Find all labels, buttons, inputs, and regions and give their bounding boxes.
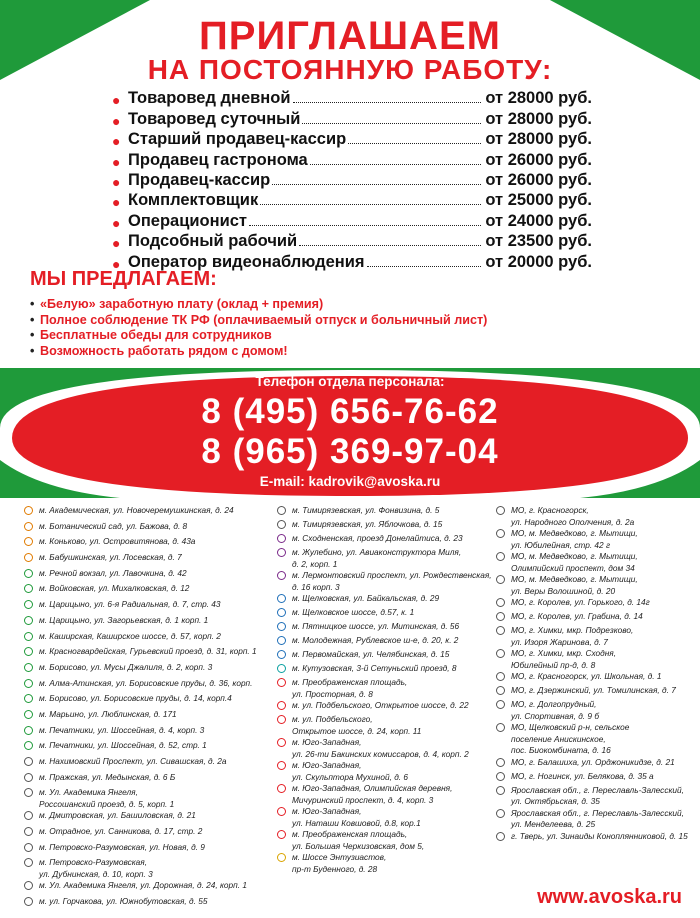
store-address [496, 722, 696, 757]
store-address-text: МО, г. Ногинск, ул. Белякова, д. 35 а [511, 770, 654, 781]
circle-bullet-icon [24, 694, 33, 703]
circle-bullet-icon [277, 622, 286, 631]
bullet-icon: ● [112, 92, 121, 109]
circle-bullet-icon [24, 741, 33, 750]
store-address [496, 699, 696, 722]
website-link[interactable]: www.avoska.ru [537, 886, 682, 908]
offers-heading: МЫ ПРЕДЛАГАЕМ: [30, 268, 217, 290]
circle-bullet-icon [496, 723, 505, 732]
store-address-text: МО, г. Химки, мкр. Подрезково, ул. Изоря Жариновa, д. 7 [511, 625, 634, 647]
bullet-icon: ● [112, 153, 121, 170]
store-address-text: м. Коньково, ул. Островитянова, д. 43а [39, 536, 196, 547]
store-list-column-1 [24, 505, 274, 912]
store-address [277, 505, 492, 519]
store-address [496, 648, 696, 671]
job-salary: от 28000 руб. [485, 130, 592, 149]
store-address-text: м. Отрадное, ул. Санникова, д. 17, стр. 2 [39, 826, 203, 837]
store-address [24, 842, 274, 858]
job-salary: от 20000 руб. [485, 252, 592, 271]
store-address-text: м. Преображенская площадь, ул. Просторная, д. 8 [292, 677, 408, 699]
offers-list [30, 297, 487, 359]
store-address-text: м. Молодежная, Рублевское ш-е, д. 20, к. 2 [292, 635, 459, 645]
store-address [24, 583, 274, 599]
circle-bullet-icon [24, 710, 33, 719]
store-address-text: м. Пражская, ул. Медынская, д. 6 Б [39, 771, 176, 782]
circle-bullet-icon [24, 616, 33, 625]
bullet-icon: ● [112, 112, 121, 129]
store-address [24, 896, 274, 912]
store-address-text: г. Тверь, ул. Зинаиды Коноплянниковой, д. 15 [511, 830, 688, 841]
store-address [24, 662, 274, 678]
store-address [277, 621, 492, 635]
store-address [24, 599, 274, 615]
circle-bullet-icon [24, 726, 33, 735]
store-address [277, 829, 492, 852]
offer-text: Бесплатные обеды для сотрудников [40, 328, 272, 342]
store-address [24, 568, 274, 584]
circle-bullet-icon [277, 548, 286, 557]
store-address-text: м. ул. Горчакова, ул. Южнобутовская, д. 55 [39, 896, 208, 907]
store-address [496, 808, 696, 831]
store-address-text: Ярославская обл., г. Переславль-Залесский, ул. Октябрьская, д. 35 [511, 784, 684, 806]
job-title: Продавец гастронома [128, 150, 308, 169]
store-address [277, 677, 492, 700]
store-list-column-2 [277, 505, 492, 875]
store-address-text: м. Шоссе Энтузиастов, пр-т Буденного, д. 28 [292, 852, 387, 874]
dotted-leader [367, 266, 482, 267]
dotted-leader [272, 184, 481, 185]
store-address [24, 678, 274, 694]
store-address [496, 611, 696, 625]
dotted-leader [260, 204, 481, 205]
store-list-column-3 [496, 505, 696, 845]
store-address-text: МО, г. Дзержинский, ул. Томилинская, д. 7 [511, 685, 676, 695]
store-address [277, 783, 492, 806]
circle-bullet-icon [24, 757, 33, 766]
circle-bullet-icon [24, 522, 33, 531]
store-address [24, 810, 274, 826]
circle-bullet-icon [24, 584, 33, 593]
store-address [496, 574, 696, 597]
offer-item [30, 328, 487, 344]
store-address-text: м. Печатники, ул. Шоссейная, д. 4, корп. 3 [39, 724, 205, 735]
store-address-text: м. Бабушкинская, ул. Лосевская, д. 7 [39, 552, 182, 563]
circle-bullet-icon [496, 552, 505, 561]
circle-bullet-icon [277, 664, 286, 673]
page-title: ПРИГЛАШАЕМ [199, 14, 501, 58]
store-address [277, 737, 492, 760]
offer-item [30, 344, 487, 360]
bullet-icon: • [30, 343, 35, 358]
store-address-text: м. Преображенская площадь, ул. Большая Черкизовская, дом 5, [292, 829, 425, 851]
store-address [24, 693, 274, 709]
circle-bullet-icon [496, 649, 505, 658]
circle-bullet-icon [24, 553, 33, 562]
store-address-text: м. Юго-Западная, ул. Наташи Ковшовой, д.8, кор.1 [292, 806, 421, 828]
store-address [277, 519, 492, 533]
dotted-leader [249, 225, 481, 226]
store-address-text: Ярославская обл., г. Переславль-Залесский, ул. Менделеева, д. 25 [511, 807, 684, 829]
store-address [496, 505, 696, 528]
store-address-text: м. Борисово, ул. Мусы Джалиля, д. 2, корп. 3 [39, 661, 213, 672]
job-salary: от 24000 руб. [485, 211, 592, 230]
bullet-icon: ● [112, 255, 121, 272]
circle-bullet-icon [496, 626, 505, 635]
store-address-text: м. Каширская, Каширское шоссе, д. 57, корп. 2 [39, 630, 221, 641]
circle-bullet-icon [24, 679, 33, 688]
circle-bullet-icon [24, 858, 33, 867]
store-address-text: м. Юго-Западная, ул. 26-ти Бакинских комиссаров, д. 4, корп. 2 [292, 737, 469, 759]
job-title: Подсобный рабочий [128, 232, 298, 251]
job-salary: от 25000 руб. [485, 191, 592, 210]
store-address-text: м. Сходненская, проезд Донелайтиса, д. 23 [292, 533, 463, 543]
store-address-text: МО, г. Королев, ул. Горького, д. 14г [511, 597, 650, 607]
circle-bullet-icon [24, 827, 33, 836]
job-row [112, 149, 592, 169]
circle-bullet-icon [24, 632, 33, 641]
store-address-text: м. ул. Подбельского, Открытое шоссе, д. 24, корп. 11 [292, 714, 422, 736]
store-address [277, 635, 492, 649]
store-address-text: м. Ул. Академика Янгеля, Россошанский проезд, д. 5, корп. 1 [39, 787, 175, 809]
offer-item [30, 313, 487, 329]
bullet-icon: ● [112, 133, 121, 150]
circle-bullet-icon [24, 663, 33, 672]
store-address-text: м. Щелковское шоссе, д.57, к. 1 [292, 607, 415, 617]
store-address [24, 725, 274, 741]
job-row [112, 108, 592, 128]
store-address [496, 771, 696, 785]
store-address-text: м. Речной вокзал, ул. Лавочкина, д. 42 [39, 567, 187, 578]
circle-bullet-icon [496, 809, 505, 818]
circle-bullet-icon [24, 881, 33, 890]
store-address [277, 570, 492, 593]
job-salary: от 26000 руб. [485, 170, 592, 189]
store-address-text: м. Царицыно, ул. Загорьевская, д. 1 корп. 1 [39, 614, 209, 625]
circle-bullet-icon [277, 761, 286, 770]
job-title: Операционист [128, 211, 247, 230]
job-row [112, 88, 592, 108]
dotted-leader [293, 102, 482, 103]
phone-number-2[interactable]: 8 (965) 369-97-04 [201, 432, 499, 471]
job-row [112, 190, 592, 210]
store-address-text: м. Пятницкое шоссе, ул. Митинская, д. 56 [292, 621, 460, 631]
circle-bullet-icon [277, 520, 286, 529]
bullet-icon: • [30, 312, 35, 327]
store-address-text: м. Царицыно, ул. 6-я Радиальная, д. 7, стр. 43 [39, 599, 221, 610]
bullet-icon: ● [112, 214, 121, 231]
store-address [24, 521, 274, 537]
dotted-leader [302, 123, 481, 124]
store-address-text: м. Первомайская, ул. Челябинская, д. 15 [292, 649, 450, 659]
circle-bullet-icon [277, 738, 286, 747]
store-address-text: МО, г. Долгопрудный, ул. Спортивная, д. 9 б [511, 699, 599, 721]
store-address [496, 551, 696, 574]
store-address-text: м. Марьино, ул. Люблинская, д. 171 [39, 708, 177, 719]
bullet-icon: ● [112, 194, 121, 211]
job-title: Комплектовщик [128, 191, 259, 210]
job-row [112, 129, 592, 149]
store-address [24, 857, 274, 880]
dotted-leader [348, 143, 481, 144]
offer-text: Возможность работать рядом с домом! [40, 343, 288, 358]
circle-bullet-icon [496, 758, 505, 767]
job-salary: от 23500 руб. [485, 232, 592, 251]
store-address-text: м. Алма-Атинская, ул. Борисовские пруды, д. 36, корп. [39, 677, 253, 688]
store-address [277, 593, 492, 607]
store-address [24, 646, 274, 662]
contact-block [0, 368, 700, 498]
store-address [277, 649, 492, 663]
store-address [277, 806, 492, 829]
store-address-text: м. Петровско-Разумовская, ул. Дубнинская, д. 10, корп. 3 [39, 857, 153, 879]
phone-number-1[interactable]: 8 (495) 656-76-62 [201, 392, 499, 431]
store-address-text: м. Кутузовская, 3-й Сетуньский проезд, 8 [292, 663, 457, 673]
circle-bullet-icon [24, 773, 33, 782]
store-address-text: МО, г. Химки, мкр. Сходня, Юбилейный пр-д, д. 8 [511, 648, 617, 670]
store-address-text: м. Тимирязевская, ул. Яблочкова, д. 15 [292, 519, 443, 529]
job-salary: от 28000 руб. [485, 89, 592, 108]
store-address-text: м. Юго-Западная, Олимпийская деревня, Мичуринский проспект, д. 4, корп. 3 [292, 783, 453, 805]
store-address [496, 671, 696, 685]
store-address-text: МО, г. Балашиха, ул. Орджоникидзе, д. 21 [511, 756, 675, 767]
store-address-text: м. Петровско-Разумовская, ул. Новая, д. 9 [39, 841, 205, 852]
bullet-icon: ● [112, 235, 121, 252]
store-address-text: МО, м. Медведково, г. Мытищи, ул. Веры Волошиной, д. 20 [511, 574, 638, 596]
bullet-icon: ● [112, 173, 121, 190]
store-address [277, 547, 492, 570]
circle-bullet-icon [496, 700, 505, 709]
circle-bullet-icon [277, 701, 286, 710]
store-address [24, 505, 274, 521]
store-address [24, 826, 274, 842]
circle-bullet-icon [496, 529, 505, 538]
circle-bullet-icon [277, 715, 286, 724]
store-address-text: м. Лермонтовский проспект, ул. Рождественская, д. 16 корп. 3 [292, 570, 492, 592]
store-address-text: МО, Щелковский р-н, сельское поселение Анискинское, пос. Биокомбината, д. 16 [511, 722, 630, 755]
store-address-text: м. Дмитровская, ул. Башиловская, д. 21 [39, 810, 196, 821]
email-link[interactable]: E-mail: kadrovik@avoska.ru [259, 474, 441, 489]
store-address [24, 709, 274, 725]
store-address [496, 597, 696, 611]
store-address-text: м. Юго-Западная, ул. Скульптора Мухиной, д. 6 [292, 760, 409, 782]
dotted-leader [310, 164, 482, 165]
store-address [496, 685, 696, 699]
job-title: Товаровед дневной [128, 89, 291, 108]
circle-bullet-icon [496, 598, 505, 607]
circle-bullet-icon [24, 537, 33, 546]
circle-bullet-icon [496, 832, 505, 841]
store-address-text: м. Щелковская, ул. Байкальская, д. 29 [292, 593, 440, 603]
store-address [277, 607, 492, 621]
circle-bullet-icon [277, 506, 286, 515]
offer-text: Полное соблюдение ТК РФ (оплачиваемый отпуск и больничный лист) [40, 312, 488, 327]
store-address-text: МО, м. Медведково, г. Мытищи, ул. Юбилейная, стр. 42 г [511, 528, 638, 550]
store-address-text: м. Борисово, ул. Борисовские пруды, д. 14, корп.4 [39, 693, 232, 704]
job-title: Продавец-кассир [128, 170, 271, 189]
store-address-text: м. Тимирязевская, ул. Фонвизина, д. 5 [292, 505, 440, 515]
job-row [112, 210, 592, 230]
circle-bullet-icon [277, 807, 286, 816]
store-address [24, 772, 274, 788]
circle-bullet-icon [277, 571, 286, 580]
circle-bullet-icon [277, 650, 286, 659]
store-address [277, 852, 492, 875]
store-address-text: МО, м. Медведково, г. Мытищи, Олимпийский проспект, дом 34 [511, 551, 638, 573]
circle-bullet-icon [277, 594, 286, 603]
circle-bullet-icon [277, 784, 286, 793]
circle-bullet-icon [24, 843, 33, 852]
store-address [277, 533, 492, 547]
circle-bullet-icon [496, 786, 505, 795]
job-salary: от 28000 руб. [485, 109, 592, 128]
job-salary: от 26000 руб. [485, 150, 592, 169]
circle-bullet-icon [24, 811, 33, 820]
store-address [24, 740, 274, 756]
store-address [496, 831, 696, 845]
circle-bullet-icon [24, 897, 33, 906]
store-address-text: МО, г. Красногорск, ул. Народного Ополчения, д. 2а [511, 505, 635, 527]
circle-bullet-icon [496, 672, 505, 681]
bullet-icon: • [30, 297, 35, 311]
dotted-leader [299, 245, 481, 246]
store-address-text: м. Ул. Академика Янгеля, ул. Дорожная, д. 24, корп. 1 [39, 880, 247, 891]
circle-bullet-icon [24, 569, 33, 578]
store-address-text: м. Академическая, ул. Новочеремушкинская, д. 24 [39, 505, 234, 515]
store-address [277, 760, 492, 783]
store-address [24, 787, 274, 810]
circle-bullet-icon [24, 506, 33, 515]
store-address-text: м. Войковская, ул. Михалковская, д. 12 [39, 583, 190, 594]
circle-bullet-icon [496, 686, 505, 695]
store-address [24, 615, 274, 631]
store-address-text: м. Печатники, ул. Шоссейная, д. 52, стр. 1 [39, 740, 207, 751]
store-address-text: м. Красногвардейская, Гурьевский проезд, д. 31, корп. 1 [39, 646, 257, 657]
circle-bullet-icon [496, 772, 505, 781]
store-address [496, 785, 696, 808]
offer-item [30, 297, 487, 313]
circle-bullet-icon [496, 575, 505, 584]
store-address [24, 631, 274, 647]
store-address-text: МО, г. Королев, ул. Грабина, д. 14 [511, 611, 643, 621]
offer-text: «Белую» заработную плату (оклад + премия) [40, 297, 324, 311]
store-address-text: м. Ботанический сад, ул. Бажова, д. 8 [39, 520, 188, 531]
circle-bullet-icon [277, 853, 286, 862]
store-address [277, 700, 492, 714]
store-address [277, 663, 492, 677]
store-address [24, 756, 274, 772]
job-row [112, 231, 592, 251]
circle-bullet-icon [277, 534, 286, 543]
circle-bullet-icon [277, 678, 286, 687]
store-address [496, 528, 696, 551]
circle-bullet-icon [24, 647, 33, 656]
store-address [496, 757, 696, 771]
store-address [277, 714, 492, 737]
store-address-text: м. Жулебино, ул. Авиаконструктора Миля, д. 2, корп. 1 [292, 547, 462, 569]
job-title: Товаровед суточный [128, 109, 301, 128]
circle-bullet-icon [277, 608, 286, 617]
circle-bullet-icon [277, 830, 286, 839]
job-row [112, 170, 592, 190]
circle-bullet-icon [24, 788, 33, 797]
circle-bullet-icon [496, 612, 505, 621]
page-subtitle: НА ПОСТОЯННУЮ РАБОТУ: [147, 54, 553, 85]
store-address-text: м. Нахимовский Проспект, ул. Сивашская, д. 2а [39, 756, 227, 766]
store-address-text: МО, г. Красногорск, ул. Школьная, д. 1 [511, 671, 662, 681]
store-address-text: м. ул. Подбельского, Открытое шоссе, д. 22 [292, 700, 469, 710]
phone-label: Телефон отдела персонала: [255, 374, 445, 389]
bullet-icon: • [30, 328, 35, 342]
job-title: Старший продавец-кассир [128, 130, 347, 149]
store-address [24, 536, 274, 552]
job-list [112, 88, 592, 272]
circle-bullet-icon [277, 636, 286, 645]
store-address [496, 625, 696, 648]
store-address [24, 880, 274, 896]
circle-bullet-icon [496, 506, 505, 515]
job-title: Оператор видеонаблюдения [128, 252, 365, 271]
store-address [24, 552, 274, 568]
circle-bullet-icon [24, 600, 33, 609]
